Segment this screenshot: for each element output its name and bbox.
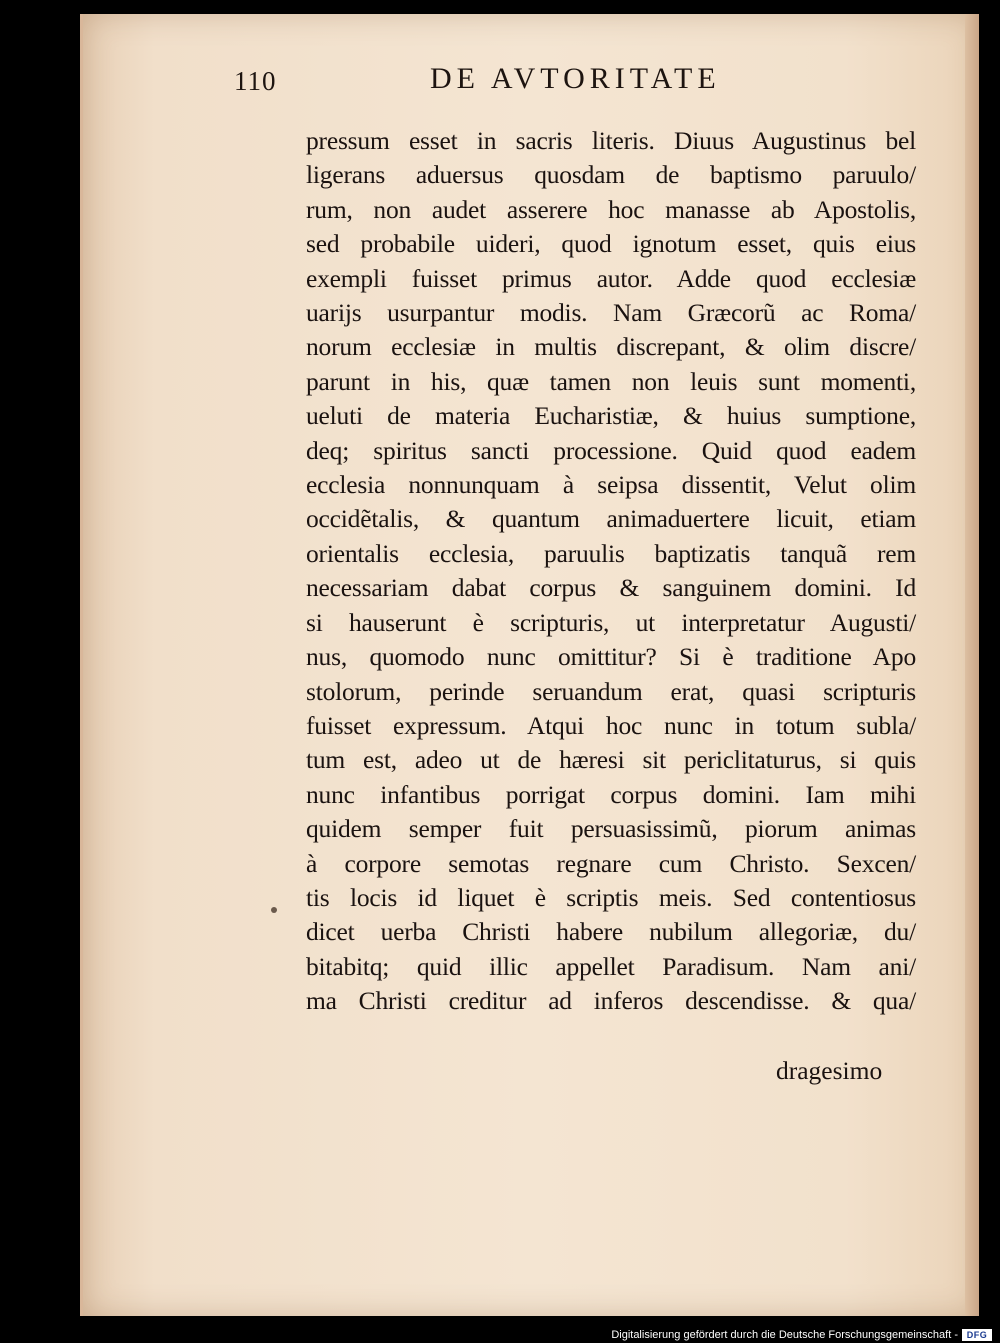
text-line: pressum esset in sacris literis. Diuus Augustinus bel (306, 126, 916, 155)
text-line: fuisset expressum. Atqui hoc nunc in totum subla/ (306, 710, 916, 740)
running-head (234, 60, 934, 100)
text-line: rum, non audet asserere hoc manasse ab Apostolis, (306, 194, 916, 224)
text-line: dicet uerba Christi habere nubilum allegoriæ, du/ (306, 917, 916, 947)
text-line: necessariam dabat corpus & sanguinem domini. Id (306, 573, 916, 603)
text-line: ligerans aduersus quosdam de baptismo paruulo/ (306, 160, 916, 190)
text-line: stolorum, perinde seruandum erat, quasi scripturis (306, 676, 916, 706)
text-line: nus, quomodo nunc omittitur? Si è traditione Apo (306, 642, 916, 672)
text-line: ecclesia nonnunquam à seipsa dissentit, Velut olim (306, 470, 916, 500)
page-edge (965, 14, 979, 1316)
text-line: parunt in his, quæ tamen non leuis sunt momenti, (306, 366, 916, 396)
body-text (306, 124, 916, 1019)
text-line: occidẽtalis, & quantum animaduertere licuit, etiam (306, 504, 916, 534)
text-line: quidem semper fuit persuasissimũ, piorum animas (306, 814, 916, 844)
text-line: bitabitq; quid illic appellet Paradisum. Nam ani/ (306, 951, 916, 981)
digitization-credit: Digitalisierung gefördert durch die Deutsche Forschungsgemeinschaft - (611, 1329, 958, 1341)
catchword: dragesimo (776, 1056, 883, 1085)
text-line: tum est, adeo ut de hæresi sit periclitaturus, si quis (306, 745, 916, 775)
text-line: à corpore semotas regnare cum Christo. Sexcen/ (306, 848, 916, 878)
text-line: ueluti de materia Eucharistiæ, & huius sumptione, (306, 401, 916, 431)
running-title: DE AVTORITATE (430, 62, 721, 95)
text-line: norum ecclesiæ in multis discrepant, & olim discre/ (306, 332, 916, 362)
text-line: deq; spiritus sancti processione. Quid quod eadem (306, 435, 916, 465)
text-line: uarijs usurpantur modis. Nam Græcorũ ac Roma/ (306, 298, 916, 328)
text-line: exempli fuisset primus autor. Adde quod ecclesiæ (306, 263, 916, 293)
text-line: ma Christi creditur ad inferos descendisse. & qua/ (306, 986, 916, 1016)
text-line: orientalis ecclesia, paruulis baptizatis tanquã rem (306, 538, 916, 568)
text-line: tis locis id liquet è scriptis meis. Sed contentiosus (306, 882, 916, 912)
margin-dot (271, 907, 277, 913)
text-line: nunc infantibus porrigat corpus domini. Iam mihi (306, 779, 916, 809)
dfg-logo-icon: DFG (962, 1329, 992, 1341)
text-line: si hauserunt è scripturis, ut interpretatur Augusti/ (306, 607, 916, 637)
folio-number: 110 (234, 66, 277, 96)
text-line: sed probabile uideri, quod ignotum esset, quis eius (306, 229, 916, 259)
